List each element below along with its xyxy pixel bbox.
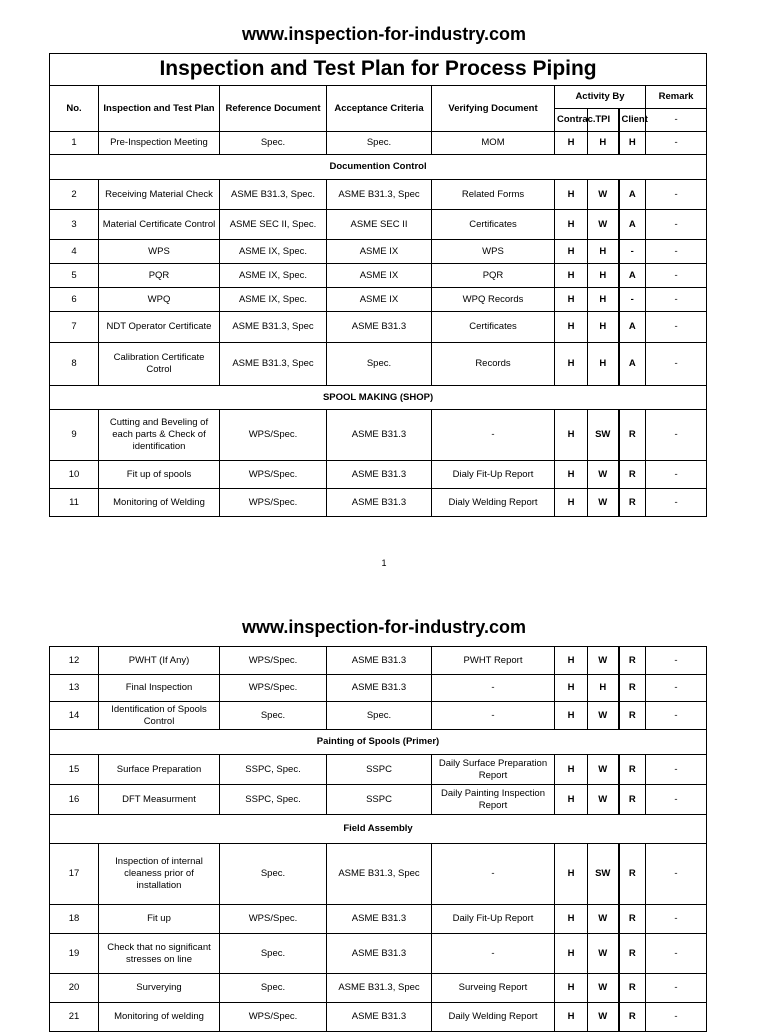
table-row xyxy=(50,132,707,155)
cell-plan: NDT Operator Certificate xyxy=(99,312,220,343)
cell-acceptance: ASME B31.3, Spec xyxy=(327,974,432,1003)
cell-verifying: Daily Fit-Up Report xyxy=(432,905,555,934)
cell-reference: Spec. xyxy=(220,702,327,730)
cell-verifying: Certificates xyxy=(432,312,555,343)
cell-plan: Surface Preparation xyxy=(99,755,220,785)
section-label: Documention Control xyxy=(50,155,707,180)
cell-reference: ASME B31.3, Spec xyxy=(220,343,327,386)
cell-reference: WPS/Spec. xyxy=(220,1003,327,1032)
cell-plan: Surverying xyxy=(99,974,220,1003)
cell-plan: Monitoring of Welding xyxy=(99,489,220,517)
cell-contractor: H xyxy=(555,180,588,210)
cell-tpi: H xyxy=(588,675,619,702)
cell-contractor: H xyxy=(555,785,588,815)
cell-verifying: Daily Painting Inspection Report xyxy=(432,785,555,815)
table-row xyxy=(50,489,707,517)
cell-remark: - xyxy=(646,905,707,934)
cell-contractor: H xyxy=(555,974,588,1003)
cell-remark: - xyxy=(646,343,707,386)
page2-site-header: www.inspection-for-industry.com xyxy=(241,617,526,637)
table-row xyxy=(50,461,707,489)
cell-tpi: H xyxy=(588,312,619,343)
cell-tpi: W xyxy=(588,1003,619,1032)
table-row xyxy=(50,755,707,785)
section-row xyxy=(50,815,707,844)
cell-reference: ASME SEC II, Spec. xyxy=(220,210,327,240)
cell-client: R xyxy=(619,675,646,702)
cell-remark: - xyxy=(646,240,707,264)
cell-tpi: W xyxy=(588,647,619,675)
cell-contractor: H xyxy=(555,755,588,785)
cell-client: H xyxy=(619,132,646,155)
cell-client: R xyxy=(619,905,646,934)
cell-plan: DFT Measurment xyxy=(99,785,220,815)
cell-no: 2 xyxy=(50,180,99,210)
cell-acceptance: Spec. xyxy=(327,343,432,386)
cell-client: A xyxy=(619,180,646,210)
cell-no: 6 xyxy=(50,288,99,312)
table-row xyxy=(50,210,707,240)
table-row xyxy=(50,675,707,702)
cell-reference: Spec. xyxy=(220,844,327,905)
cell-contractor: H xyxy=(555,905,588,934)
cell-tpi: W xyxy=(588,974,619,1003)
cell-no: 8 xyxy=(50,343,99,386)
cell-remark: - xyxy=(646,264,707,288)
cell-no: 3 xyxy=(50,210,99,240)
cell-contractor: H xyxy=(555,647,588,675)
section-label: Painting of Spools (Primer) xyxy=(50,730,707,755)
cell-remark: - xyxy=(646,288,707,312)
cell-tpi: H xyxy=(588,288,619,312)
cell-acceptance: Spec. xyxy=(327,132,432,155)
cell-contractor: H xyxy=(555,210,588,240)
cell-verifying: Certificates xyxy=(432,210,555,240)
cell-verifying: PWHT Report xyxy=(432,647,555,675)
cell-client: A xyxy=(619,312,646,343)
cell-contractor: H xyxy=(555,844,588,905)
cell-client: R xyxy=(619,974,646,1003)
cell-no: 20 xyxy=(50,974,99,1003)
cell-plan: Calibration Certificate Cotrol xyxy=(99,343,220,386)
cell-contractor: H xyxy=(555,264,588,288)
cell-verifying: - xyxy=(432,844,555,905)
cell-tpi: W xyxy=(588,905,619,934)
cell-reference: SSPC, Spec. xyxy=(220,785,327,815)
cell-verifying: Daily Welding Report xyxy=(432,1003,555,1032)
cell-contractor: H xyxy=(555,132,588,155)
cell-plan: Identification of Spools Control xyxy=(99,702,220,730)
cell-client: A xyxy=(619,264,646,288)
cell-reference: WPS/Spec. xyxy=(220,675,327,702)
header-client: Client xyxy=(619,109,646,132)
cell-reference: WPS/Spec. xyxy=(220,489,327,517)
cell-verifying: - xyxy=(432,934,555,974)
header-tpi: TPI xyxy=(588,109,619,132)
header-reference: Reference Document xyxy=(220,86,327,132)
table-row xyxy=(50,702,707,730)
cell-client: - xyxy=(619,240,646,264)
table-row xyxy=(50,647,707,675)
cell-remark: - xyxy=(646,312,707,343)
cell-contractor: H xyxy=(555,934,588,974)
cell-client: R xyxy=(619,934,646,974)
cell-acceptance: SSPC xyxy=(327,755,432,785)
cell-verifying: Related Forms xyxy=(432,180,555,210)
cell-verifying: Records xyxy=(432,343,555,386)
page1-site-header: www.inspection-for-industry.com xyxy=(241,24,526,44)
table-row xyxy=(50,240,707,264)
cell-no: 10 xyxy=(50,461,99,489)
cell-verifying: - xyxy=(432,702,555,730)
cell-client: - xyxy=(619,288,646,312)
cell-acceptance: Spec. xyxy=(327,702,432,730)
table-row xyxy=(50,264,707,288)
cell-remark: - xyxy=(646,132,707,155)
header-contractor: Contrac. xyxy=(555,109,588,132)
cell-reference: ASME IX, Spec. xyxy=(220,240,327,264)
section-label: SPOOL MAKING (SHOP) xyxy=(50,386,707,410)
cell-tpi: H xyxy=(588,264,619,288)
cell-plan: Cutting and Beveling of each parts & Check of identification xyxy=(99,410,220,461)
section-label: Field Assembly xyxy=(50,815,707,844)
cell-contractor: H xyxy=(555,675,588,702)
cell-contractor: H xyxy=(555,288,588,312)
cell-contractor: H xyxy=(555,312,588,343)
table-row xyxy=(50,844,707,905)
cell-reference: Spec. xyxy=(220,974,327,1003)
cell-client: R xyxy=(619,785,646,815)
header-activity-by: Activity By xyxy=(555,86,646,109)
cell-no: 5 xyxy=(50,264,99,288)
cell-no: 19 xyxy=(50,934,99,974)
cell-remark: - xyxy=(646,1003,707,1032)
cell-tpi: H xyxy=(588,132,619,155)
cell-contractor: H xyxy=(555,410,588,461)
header-verifying: Verifying Document xyxy=(432,86,555,132)
cell-acceptance: ASME SEC II xyxy=(327,210,432,240)
table-row xyxy=(50,180,707,210)
cell-client: R xyxy=(619,755,646,785)
cell-client: R xyxy=(619,410,646,461)
cell-client: A xyxy=(619,343,646,386)
cell-reference: ASME IX, Spec. xyxy=(220,264,327,288)
cell-remark: - xyxy=(646,647,707,675)
table-row xyxy=(50,905,707,934)
cell-remark: - xyxy=(646,210,707,240)
cell-no: 13 xyxy=(50,675,99,702)
cell-contractor: H xyxy=(555,702,588,730)
header-remark: Remark xyxy=(646,86,707,109)
cell-remark: - xyxy=(646,755,707,785)
itp-table-page1 xyxy=(49,53,707,517)
header-acceptance: Acceptance Criteria xyxy=(327,86,432,132)
cell-plan: Receiving Material Check xyxy=(99,180,220,210)
cell-tpi: W xyxy=(588,461,619,489)
cell-reference: WPS/Spec. xyxy=(220,461,327,489)
cell-client: R xyxy=(619,461,646,489)
cell-verifying: MOM xyxy=(432,132,555,155)
table-row xyxy=(50,934,707,974)
cell-contractor: H xyxy=(555,1003,588,1032)
cell-plan: WPQ xyxy=(99,288,220,312)
cell-acceptance: ASME B31.3 xyxy=(327,647,432,675)
cell-remark: - xyxy=(646,461,707,489)
cell-acceptance: ASME IX xyxy=(327,264,432,288)
cell-client: R xyxy=(619,844,646,905)
table-row xyxy=(50,974,707,1003)
table-row xyxy=(50,343,707,386)
cell-acceptance: ASME B31.3, Spec xyxy=(327,844,432,905)
cell-no: 12 xyxy=(50,647,99,675)
cell-tpi: W xyxy=(588,755,619,785)
cell-tpi: W xyxy=(588,785,619,815)
cell-tpi: W xyxy=(588,934,619,974)
cell-client: R xyxy=(619,647,646,675)
cell-plan: PQR xyxy=(99,264,220,288)
table-row xyxy=(50,288,707,312)
cell-tpi: SW xyxy=(588,410,619,461)
table-row xyxy=(50,1003,707,1032)
cell-verifying: Daily Surface Preparation Report xyxy=(432,755,555,785)
cell-tpi: W xyxy=(588,180,619,210)
cell-no: 16 xyxy=(50,785,99,815)
cell-reference: Spec. xyxy=(220,934,327,974)
cell-plan: Check that no significant stresses on line xyxy=(99,934,220,974)
cell-acceptance: ASME B31.3 xyxy=(327,905,432,934)
header-no: No. xyxy=(50,86,99,132)
header-remark-value: - xyxy=(646,109,707,132)
cell-acceptance: ASME B31.3 xyxy=(327,461,432,489)
cell-plan: Fit up of spools xyxy=(99,461,220,489)
cell-plan: Monitoring of welding xyxy=(99,1003,220,1032)
cell-client: R xyxy=(619,489,646,517)
cell-no: 14 xyxy=(50,702,99,730)
cell-reference: SSPC, Spec. xyxy=(220,755,327,785)
cell-plan: Material Certificate Control xyxy=(99,210,220,240)
cell-remark: - xyxy=(646,180,707,210)
cell-verifying: PQR xyxy=(432,264,555,288)
cell-acceptance: ASME IX xyxy=(327,288,432,312)
cell-acceptance: ASME B31.3 xyxy=(327,312,432,343)
cell-tpi: SW xyxy=(588,844,619,905)
cell-verifying: WPQ Records xyxy=(432,288,555,312)
cell-client: A xyxy=(619,210,646,240)
table-row xyxy=(50,410,707,461)
cell-acceptance: ASME B31.3 xyxy=(327,675,432,702)
cell-verifying: Dialy Welding Report xyxy=(432,489,555,517)
cell-no: 1 xyxy=(50,132,99,155)
cell-no: 17 xyxy=(50,844,99,905)
cell-no: 15 xyxy=(50,755,99,785)
cell-tpi: W xyxy=(588,489,619,517)
cell-client: R xyxy=(619,702,646,730)
cell-reference: ASME IX, Spec. xyxy=(220,288,327,312)
cell-remark: - xyxy=(646,410,707,461)
cell-verifying: Surveing Report xyxy=(432,974,555,1003)
cell-no: 11 xyxy=(50,489,99,517)
cell-client: R xyxy=(619,1003,646,1032)
cell-plan: PWHT (If Any) xyxy=(99,647,220,675)
cell-no: 18 xyxy=(50,905,99,934)
section-row xyxy=(50,730,707,755)
cell-reference: ASME B31.3, Spec. xyxy=(220,180,327,210)
cell-reference: ASME B31.3, Spec xyxy=(220,312,327,343)
document-title: Inspection and Test Plan for Process Piping xyxy=(50,54,707,86)
cell-no: 21 xyxy=(50,1003,99,1032)
cell-contractor: H xyxy=(555,343,588,386)
cell-remark: - xyxy=(646,489,707,517)
cell-plan: Pre-Inspection Meeting xyxy=(99,132,220,155)
cell-acceptance: ASME B31.3, Spec xyxy=(327,180,432,210)
cell-remark: - xyxy=(646,974,707,1003)
cell-remark: - xyxy=(646,675,707,702)
cell-verifying: Dialy Fit-Up Report xyxy=(432,461,555,489)
cell-plan: Fit up xyxy=(99,905,220,934)
cell-contractor: H xyxy=(555,489,588,517)
section-row xyxy=(50,155,707,180)
cell-acceptance: ASME B31.3 xyxy=(327,1003,432,1032)
cell-verifying: - xyxy=(432,675,555,702)
cell-acceptance: ASME IX xyxy=(327,240,432,264)
cell-acceptance: ASME B31.3 xyxy=(327,934,432,974)
cell-tpi: H xyxy=(588,240,619,264)
header-plan: Inspection and Test Plan xyxy=(99,86,220,132)
cell-acceptance: ASME B31.3 xyxy=(327,410,432,461)
cell-remark: - xyxy=(646,702,707,730)
cell-remark: - xyxy=(646,844,707,905)
table-row xyxy=(50,312,707,343)
page-number: 1 xyxy=(381,558,387,568)
cell-remark: - xyxy=(646,934,707,974)
itp-table-page2 xyxy=(49,646,707,1032)
cell-reference: WPS/Spec. xyxy=(220,905,327,934)
cell-reference: WPS/Spec. xyxy=(220,647,327,675)
table-row xyxy=(50,785,707,815)
cell-plan: Inspection of internal cleaness prior of installation xyxy=(99,844,220,905)
cell-no: 9 xyxy=(50,410,99,461)
cell-remark: - xyxy=(646,785,707,815)
cell-tpi: H xyxy=(588,343,619,386)
cell-acceptance: ASME B31.3 xyxy=(327,489,432,517)
cell-contractor: H xyxy=(555,461,588,489)
cell-tpi: W xyxy=(588,210,619,240)
cell-plan: Final Inspection xyxy=(99,675,220,702)
cell-no: 4 xyxy=(50,240,99,264)
cell-acceptance: SSPC xyxy=(327,785,432,815)
cell-verifying: WPS xyxy=(432,240,555,264)
cell-verifying: - xyxy=(432,410,555,461)
cell-tpi: W xyxy=(588,702,619,730)
section-row xyxy=(50,386,707,410)
cell-reference: WPS/Spec. xyxy=(220,410,327,461)
cell-plan: WPS xyxy=(99,240,220,264)
cell-reference: Spec. xyxy=(220,132,327,155)
cell-no: 7 xyxy=(50,312,99,343)
cell-contractor: H xyxy=(555,240,588,264)
